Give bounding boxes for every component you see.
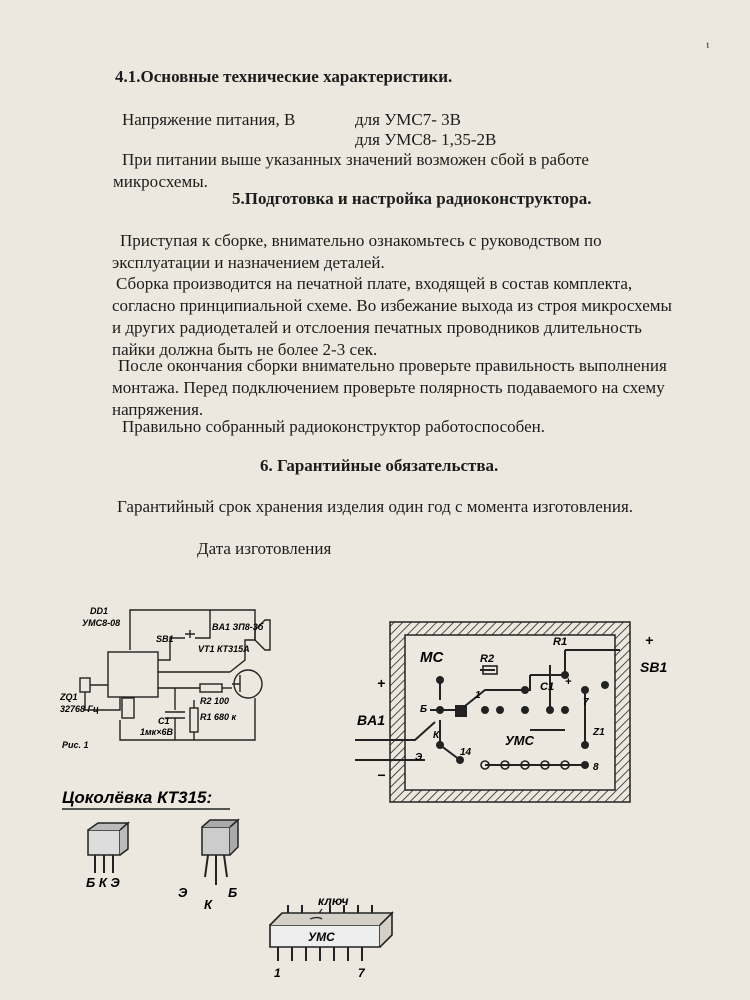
supply-label: Напряжение питания, В [122,110,296,129]
setup-paragraph-2 [112,273,712,361]
pcb-pin-7: 7 [583,697,589,708]
supply-line-2: для УМС8- 1,35-2В [355,130,497,149]
warning-line: При питании выше указанных значений возможен сбой в работе [122,150,589,169]
pinout-right-b: Б [228,885,238,900]
schematic-zq1-type: 32768 Гц [60,704,99,714]
schematic-zq1: ZQ1 [60,692,78,702]
heading-warranty: 6. Гарантийные обязательства. [260,456,499,475]
pcb-c1: C1 [540,681,555,693]
pinout-key-label: ключ [318,894,349,908]
schematic-sb1: SB1 [156,634,174,644]
pinout-diagrams [60,785,400,985]
schematic-c1-val: 1мк×6В [140,727,173,737]
warning-paragraph [113,149,713,193]
setup-line: согласно принципиальной схеме. Во избежание выхода из строя микросхемы [112,296,672,315]
pcb-pin-8: 8 [593,762,599,773]
transistor-front [86,823,128,890]
setup-line: пайки должна быть не более 2-3 сек. [112,340,378,359]
schematic-dd1-type: УМС8-08 [82,618,121,628]
heading-characteristics: 4.1.Основные технические характеристики. [115,67,453,86]
heading-setup: 5.Подготовка и настройка радиоконструктора. [232,189,592,208]
supply-line-1: для УМС7- 3В [355,110,461,129]
warranty-text: Гарантийный срок хранения изделия один год с момента изготовления. [117,497,634,516]
pcb-minus: − [377,767,386,783]
setup-line: эксплуатации и назначением деталей. [112,253,385,272]
setup-line: Сборка производится на печатной плате, входящей в состав комплекта, [116,274,633,293]
schematic-r1: R1 680 к [200,712,237,722]
pcb-plus-right: + [645,632,654,648]
setup-line: и других радиодеталей и отслоения печатных проводников длительность [112,318,642,337]
pinout-right-e: Э [178,885,188,900]
warning-line: микросхемы. [113,172,208,191]
circuit-schematic [60,600,290,760]
pcb-r1: R1 [553,636,568,648]
pcb-plus-c: + [565,676,572,688]
pcb-plus-left: + [377,675,386,691]
pinout-pin-7: 7 [358,966,365,980]
pcb-z1: Z1 [593,727,605,738]
pcb-layout [355,610,675,810]
pinout-left-pins: Б К Э [86,875,120,890]
setup-paragraph-4: Правильно собранный радиоконструктор работоспособен. [122,417,545,436]
pinout-pin-1: 1 [274,966,281,980]
pcb-ba1: BA1 [357,712,386,728]
pinout-right-k: К [204,897,212,912]
setup-line: После окончания сборки внимательно проверьте правильность выполнения [118,356,667,375]
schematic-fig: Рис. 1 [62,740,89,750]
setup-line: монтажа. Перед подключением проверьте полярность подаваемого на схему [112,378,665,397]
transistor-back [178,820,238,912]
setup-paragraph-3 [112,355,712,421]
setup-line: Приступая к сборке, внимательно ознакомьтесь с руководством по [120,231,602,250]
pcb-pin-14: 14 [460,747,472,758]
date-label: Дата изготовления [197,539,332,558]
schematic-vt1: VT1 КТ315А [198,644,250,654]
pcb-ums: УМС [505,733,535,748]
pcb-base: Б [420,704,428,715]
pinout-chip-label: УМС [308,930,335,944]
setup-paragraph-1 [112,230,712,274]
schematic-r2: R2 100 [200,696,230,706]
page-mark: ¹ [706,40,710,54]
pcb-r2: R2 [480,653,495,665]
pcb-collector: К [433,730,440,741]
setup-line: напряжения. [112,400,204,419]
pinout-title: Цоколёвка КТ315: [62,788,213,807]
chip-drawing [270,894,392,980]
schematic-c1: C1 [158,716,170,726]
schematic-dd1: DD1 [90,606,109,616]
pcb-mc: МС [420,649,444,666]
pcb-pin-1: 1 [475,690,481,701]
schematic-ba1: BA1 ЗП8-3б [212,622,264,632]
pcb-emitter: Э [415,752,423,763]
pcb-sb1: SB1 [640,659,668,675]
